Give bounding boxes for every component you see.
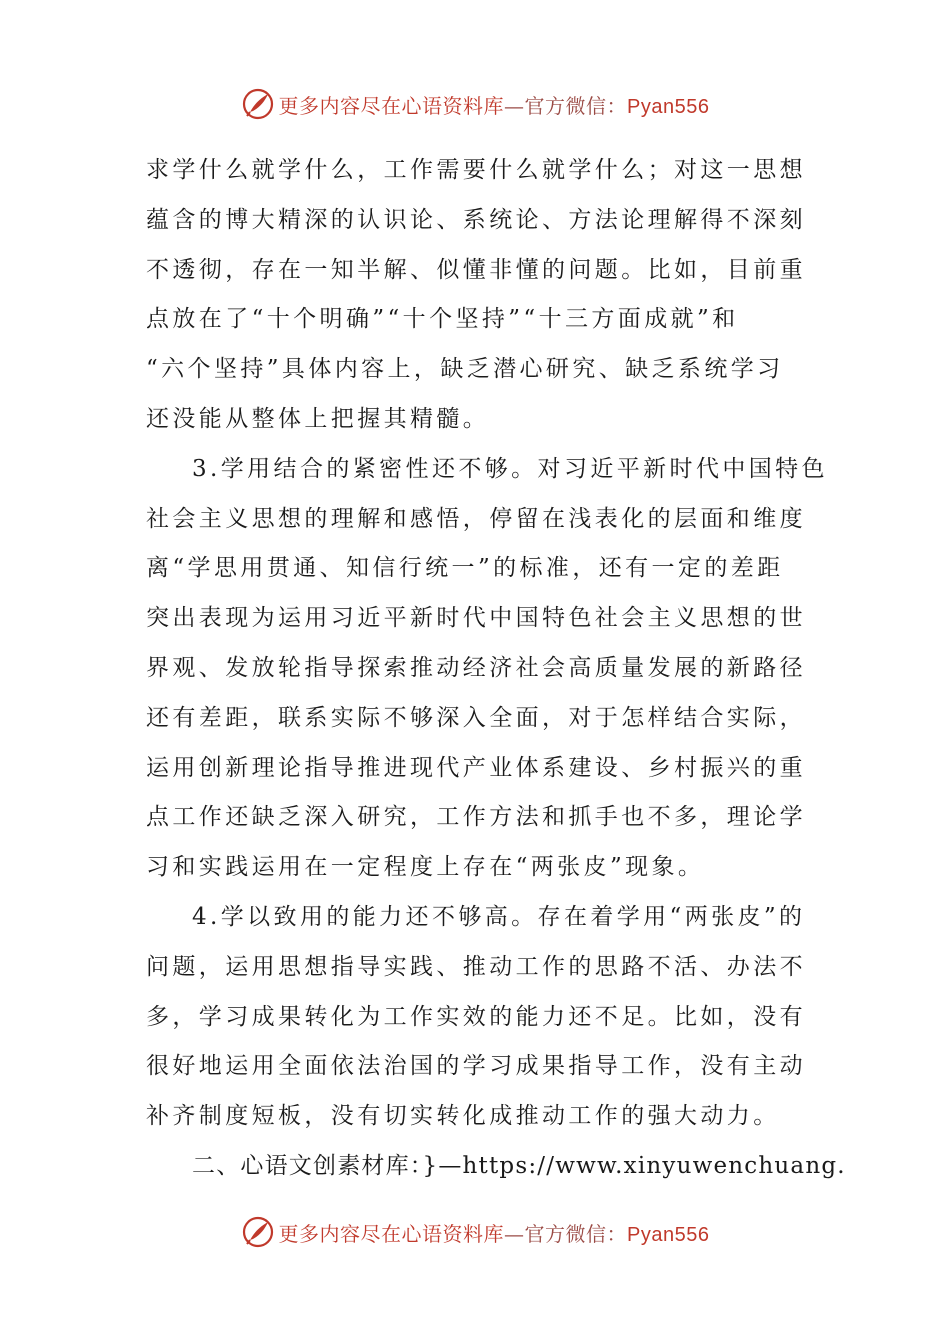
section-heading-4: 4.学以致用的能力还不够高。存在着学用“两张皮”的 [192, 903, 806, 930]
body-line: 还有差距，联系实际不够深入全面，对于怎样结合实际， [146, 704, 806, 731]
body-line: 求学什么就学什么，工作需要什么就学什么；对这一思想 [146, 157, 806, 183]
body-line: 多，学习成果转化为工作实效的能力还不足。比如，没有 [146, 1003, 806, 1030]
quill-logo-icon [241, 87, 275, 121]
document-body [146, 146, 846, 1192]
body-line: 点放在了“十个明确”“十个坚持”“十三方面成就”和 [146, 306, 739, 333]
section-link-line: 二、心语文创素材库：}—https://www.xinyuwenchuang. [192, 1152, 846, 1179]
footer-banner [0, 1212, 950, 1252]
header-banner [0, 84, 950, 124]
body-line: 社会主义思想的理解和感悟，停留在浅表化的层面和维度 [146, 505, 806, 532]
header-banner-text [279, 90, 710, 119]
footer-banner-label: —官方微信： [504, 1221, 628, 1246]
body-line: 问题，运用思想指导实践、推动工作的思路不活、办法不 [146, 953, 806, 980]
quill-logo-icon [241, 1215, 275, 1249]
body-line: 还没能从整体上把握其精髓。 [146, 405, 490, 432]
body-line: 离“学思用贯通、知信行统一”的标准，还有一定的差距 [146, 555, 784, 582]
footer-wechat-id: Pyan556 [627, 1223, 710, 1246]
header-banner-main: 更多内容尽在心语资料库 [278, 93, 505, 118]
footer-banner-text [279, 1218, 710, 1247]
body-line: 很好地运用全面依法治国的学习成果指导工作，没有主动 [146, 1053, 806, 1080]
header-wechat-id: Pyan556 [627, 95, 710, 118]
body-line: 不透彻，存在一知半解、似懂非懂的问题。比如，目前重 [146, 256, 806, 283]
body-line: 习和实践运用在一定程度上存在“两张皮”现象。 [146, 854, 705, 881]
footer-banner-main: 更多内容尽在心语资料库 [278, 1221, 505, 1246]
body-line: 蕴含的博大精深的认识论、系统论、方法论理解得不深刻 [146, 206, 806, 233]
body-line: 补齐制度短板，没有切实转化成推动工作的强大动力。 [146, 1103, 780, 1130]
header-banner-label: —官方微信： [504, 93, 628, 118]
body-line: 点工作还缺乏深入研究，工作方法和抓手也不多，理论学 [146, 804, 806, 831]
section-heading-3: 3.学用结合的紧密性还不够。对习近平新时代中国特色 [192, 455, 828, 482]
body-line: 突出表现为运用习近平新时代中国特色社会主义思想的世 [146, 605, 806, 632]
body-line: 界观、发放轮指导探索推动经济社会高质量发展的新路径 [146, 654, 806, 681]
body-line: 运用创新理论指导推进现代产业体系建设、乡村振兴的重 [146, 754, 806, 781]
body-line: “六个坚持”具体内容上，缺乏潜心研究、缺乏系统学习 [146, 356, 784, 383]
